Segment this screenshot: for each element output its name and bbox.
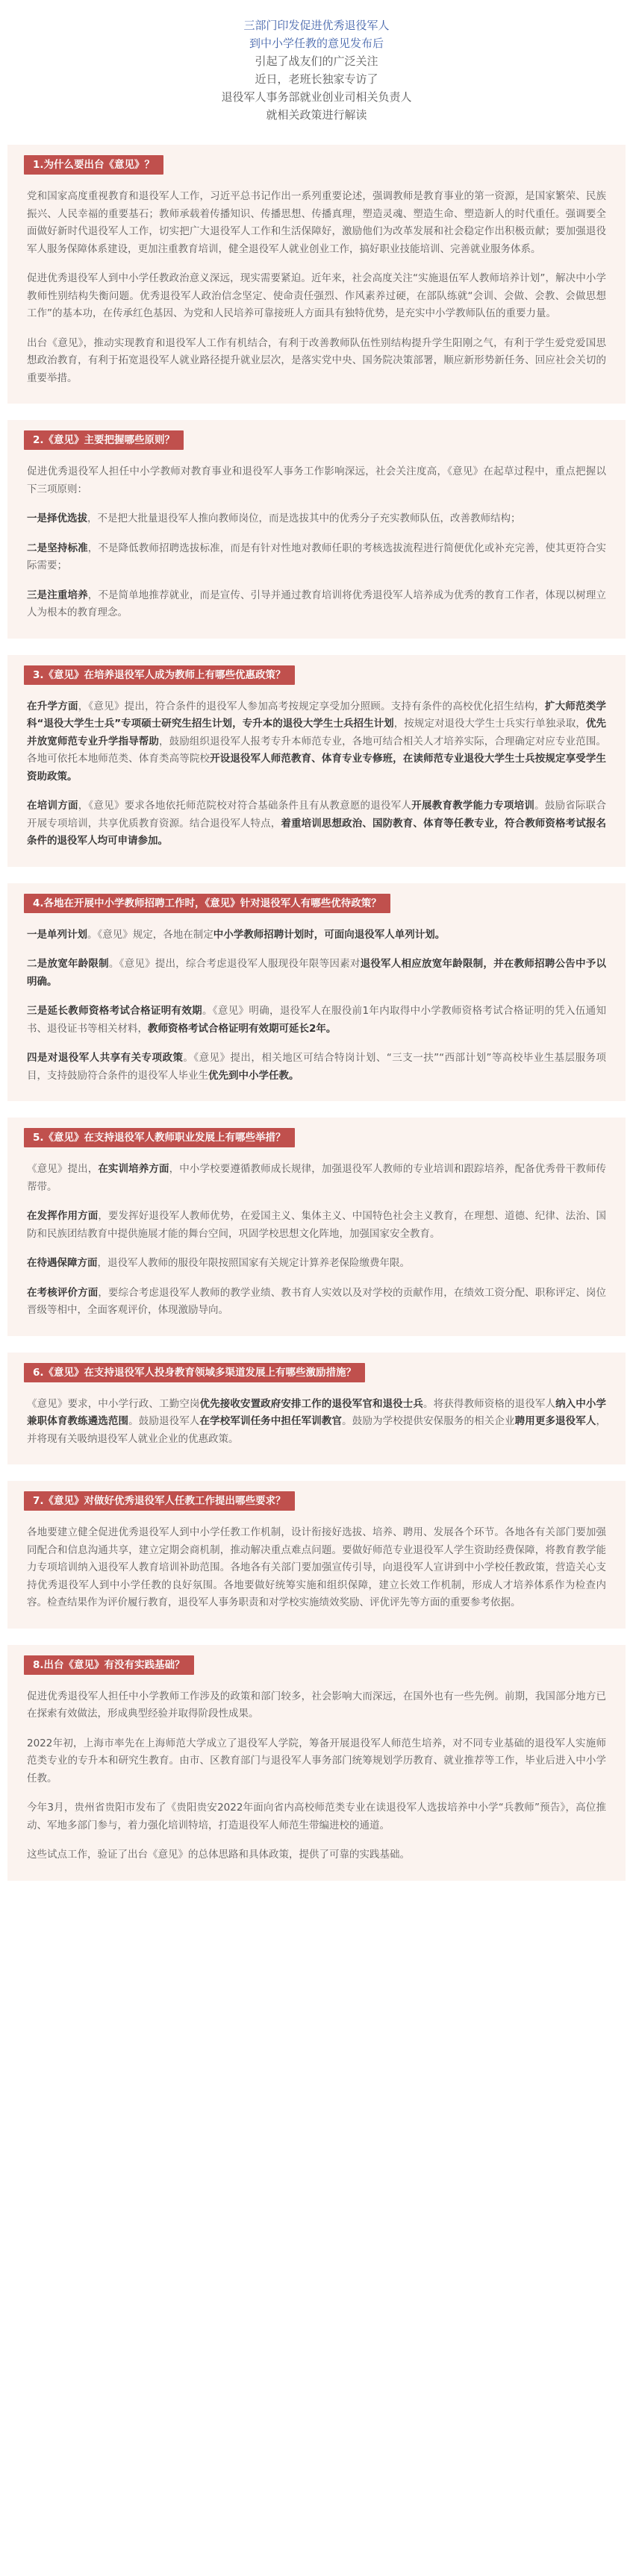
body-text: 党和国家高度重视教育和退役军人工作，习近平总书记作出一系列重要论述，强调教师是教育事业的第一资源，是国家繁荣、民族振兴、人民幸福的重要基石；教师承载着传播知识、传播思想、传播真理，塑造灵魂、塑造生命、塑造新人的时代重任。强调要全面做好新时代退役军人工作，切实把广大退役军人工作和生活保障好，激励他们为改革发展和社会稳定作出积极贡献；要加强退役军人服务保障体系建设，更加注重教育培训，健全退役军人就业创业工作，搞好职业技能培训、完善就业服务体系。 [27,190,606,255]
body-text: 促进优秀退役军人担任中小学教师对教育事业和退役军人事务工作影响深远，社会关注度高，《意见》在起草过程中，重点把握以下三项原则： [27,466,606,495]
section-paragraph [27,1003,606,1038]
section-title: 8.出台《意见》有没有实践基础？ [24,1655,194,1675]
qa-section [7,1353,626,1465]
section-header [24,155,606,175]
bold-text: 扩大师范类学科“退役大学生士兵”专项硕士研究生招生计划，专升本的退役大学生士兵招生计划 [27,700,607,730]
bold-text: 优先到中小学任教。 [208,1069,299,1082]
section-paragraph [27,1255,606,1273]
bold-text: 开设退役军人师范教育、体育专业专修班，在读师范专业退役大学生士兵按规定享受学生资助政策。 [27,753,607,783]
body-text: ，不是简单地推荐就业，而是宣传、引导并通过教育培训将优秀退役军人培养成为优秀的教育工作者，体现以树理立人为根本的教育理念。 [27,589,607,618]
body-text: 这些试点工作，验证了出台《意见》的总体思路和具体政策，提供了可靠的实践基础。 [27,1849,410,1861]
intro-line: 近日，老班长独家专访了 [255,72,378,86]
intro-block [0,0,633,145]
section-paragraph [27,270,606,323]
body-text: 。《意见》提出，相关地区可结合特岗计划、“三支一扶”“西部计划”等高校毕业生基层服务项目，支持鼓励符合条件的退役军人毕业生 [27,1052,606,1082]
section-paragraph [27,510,606,528]
bold-text: 一是择优选拔 [27,513,87,524]
body-text: 。《意见》明确，退役军人在服役前1年内取得中小学教师资格考试合格证明的凭入伍通知书、退役证书等相关材料， [27,1005,606,1035]
body-text: 。将获得教师资格的退役军人 [423,1397,556,1410]
body-text: 2022年初，上海市率先在上海师范大学成立了退役军人学院，筹备开展退役军人师范生培养，对不同专业基础的退役军人实施师范类专业的专升本和研究生教育。由市、区教育部门与退役军人事务部门统筹规划学历教育、就业推荐等工作，毕业后进入中小学任教。 [27,1737,606,1784]
section-paragraph [27,1688,606,1723]
section-title: 1.为什么要出台《意见》？ [24,155,163,175]
bold-text: 优先并放宽师范专业升学指导帮助 [27,718,607,748]
bold-text: 四是对退役军人共享有关专项政策 [27,1052,184,1064]
intro-line: 退役军人事务部就业创业司相关负责人 [221,90,412,104]
bold-text: 三是注重培养 [27,589,88,601]
body-text: 。鼓励退役军人 [128,1415,200,1427]
body-text: ，《意见》提出，符合条件的退役军人参加高考按规定享受加分照顾。支持有条件的高校优化招生结构， [78,700,545,712]
bold-text: 三是延长教师资格考试合格证明有效期 [27,1005,203,1017]
bold-text: 中小学教师招聘计划时，可面向退役军人单列计划。 [213,928,446,941]
bold-text: 在发挥作用方面 [27,1210,99,1222]
bold-text: 在升学方面 [27,700,78,712]
bold-text: 纳入中小学兼职体育教练遴选范围 [27,1397,607,1427]
body-text: ，并将现有关吸纳退役军人就业企业的优惠政策。 [27,1415,607,1445]
section-paragraph [27,956,606,991]
body-text: 。鼓励为学校提供安保服务的相关企业 [342,1415,515,1427]
bold-text: 在学校军训任务中担任军训教官 [199,1415,343,1427]
section-header [24,665,606,685]
section-paragraph [27,1799,606,1834]
section-paragraph [27,1161,606,1196]
bold-text: 在实训培养方面 [98,1163,169,1175]
section-header [24,1655,606,1675]
body-text: 。《意见》规定，各地在制定 [87,928,213,941]
body-text: 。鼓励省际联合开展专项培训，共享优质教育资源。结合退役军人特点， [27,800,607,830]
body-text: ，要综合考虑退役军人教师的教学业绩、教书育人实效以及对学校的贡献作用，在绩效工资分配、职称评定、岗位晋级等相中，全面客观评价，体现激励导向。 [27,1286,606,1316]
body-text: 今年3月，贵州省贵阳市发布了《贵阳贵安2022年面向省内高校师范类专业在读退役军人选拔培养中小学“兵教师”预告》，高位推动、军地多部门参与，着力强化培训特培，打造退役军人师范生带编进校的通道。 [27,1802,606,1831]
body-text: ，按规定对退役大学生士兵实行单独录取， [393,718,586,730]
section-paragraph [27,1846,606,1864]
body-text: ，中小学校要遵循教师成长规律，加强退役军人教师的专业培训和跟踪培养，配备优秀骨干教师传帮带。 [27,1163,606,1193]
section-paragraph [27,188,606,258]
section-title: 7.《意见》对做好优秀退役军人任教工作提出哪些要求？ [24,1491,295,1511]
section-paragraph [27,1208,606,1243]
bold-text: 一是单列计划 [27,928,87,941]
section-paragraph [27,1396,606,1449]
section-title: 4.各地在开展中小学教师招聘工作时，《意见》针对退役军人有哪些优待政策？ [24,894,390,913]
section-paragraph [27,540,606,575]
bold-text: 退役军人相应放宽年龄限制，并在教师招聘公告中予以明确。 [27,958,607,988]
section-paragraph [27,1050,606,1085]
section-title: 5.《意见》在支持退役军人教师职业发展上有哪些举措？ [24,1128,295,1147]
qa-section [7,420,626,639]
section-title: 2.《意见》主要把握哪些原则？ [24,430,184,450]
section-paragraph [27,587,606,622]
body-text: 促进优秀退役军人担任中小学教师工作涉及的政策和部门较多，社会影响大而深远，在国外也有一些先例。前期，我国部分地方已在探索有效做法，形成典型经验并取得阶段性成果。 [27,1690,606,1720]
body-text: ，不是降低教师招聘选拔标准，而是有针对性地对教师任职的考核选拔流程进行简便优化或补充完善，使其更符合实际需要； [27,542,607,571]
body-text: ，不是把大批量退役军人推向教师岗位，而是选拔其中的优秀分子充实教师队伍，改善教师结构； [87,513,521,524]
bold-text: 教师资格考试合格证明有效期可延长2年。 [148,1022,337,1035]
body-text: ，要发挥好退役军人教师优势，在爱国主义、集体主义、中国特色社会主义教育，在理想、道德、纪律、法治、国防和民族团结教育中提供施展才能的舞台空间，巩固学校思想文化阵地，加强国家安全教育。 [27,1210,606,1240]
bold-text: 优先接收安置政府安排工作的退役军官和退役士兵 [199,1397,424,1410]
qa-section [7,1481,626,1629]
section-header [24,1363,606,1382]
bold-text: 着重培训思想政治、国防教育、体育等任教专业，符合教师资格考试报名条件的退役军人均可申请参加。 [27,817,607,847]
body-text: 促进优秀退役军人到中小学任教政治意义深远，现实需要紧迫。近年来，社会高度关注“实施退伍军人教师培养计划”，解决中小学教师性别结构失衡问题。优秀退役军人政治信念坚定、使命责任强烈、作风素养过硬，在部队练就“会训、会做、会教、会做思想工作”的基本功，在传承红色基因、为党和人民培养可靠接班人方面具有独特优势，是充实中小学教师队伍的重要力量。 [27,272,606,319]
body-text: 《意见》提出， [27,1163,99,1175]
bold-text: 开展教育教学能力专项培训 [411,800,535,812]
bold-text: 二是放宽年龄限制 [27,958,109,970]
section-paragraph [27,1285,606,1320]
body-text: ，退役军人教师的服役年限按照国家有关规定计算养老保险缴费年限。 [97,1257,410,1269]
section-header [24,1128,606,1147]
bold-text: 在培训方面 [27,800,78,812]
section-paragraph [27,463,606,498]
sections-container [0,145,633,1881]
section-header [24,894,606,913]
intro-line: 就相关政策进行解读 [266,108,367,122]
section-header [24,1491,606,1511]
bold-text: 二是坚持标准 [27,542,88,554]
section-title: 3.《意见》在培养退役军人成为教师上有哪些优惠政策？ [24,665,295,685]
section-header [24,430,606,450]
section-paragraph [27,335,606,388]
intro-line: 引起了战友们的广泛关注 [255,54,378,68]
body-text: 出台《意见》，推动实现教育和退役军人工作有机结合，有利于改善教师队伍性别结构提升学生阳刚之气，有利于学生爱党爱国思想政治教育，有利于拓宽退役军人就业路径提升就业层次，是落实党中央、国务院决策部署，顺应新形势新任务、回应社会关切的重要举措。 [27,336,606,384]
body-text: 。《意见》提出，综合考虑退役军人服现役年限等因素对 [108,958,361,970]
bold-text: 聘用更多退役军人 [514,1415,596,1427]
body-text: 《意见》要求，中小学行政、工勤空岗 [27,1397,200,1410]
section-paragraph [27,698,606,786]
qa-section [7,655,626,867]
intro-line: 三部门印发促进优秀退役军人 [243,19,390,32]
intro-line: 到中小学任教的意见发布后 [249,37,384,50]
section-title: 6.《意见》在支持退役军人投身教育领域多渠道发展上有哪些激励措施？ [24,1363,365,1382]
body-text: 各地要建立健全促进优秀退役军人到中小学任教工作机制，设计衔接好选拔、培养、聘用、发展各个环节。各地各有关部门要加强同配合和信息沟通共享，建立定期会商机制，推动解决重点难点问题。要做好师范专业退役军人学生资助经费保障，将教育教学能力专项培训纳入退役军人教育培训补助范围。各地各有关部门要加强宣传引导，向退役军人宣讲到中小学校任教政策，营造关心支持优秀退役军人到中小学任教的良好氛围。各地要做好统筹实施和组织保障，建立长效工作机制，形成人才培养体系作为检查内容。检查结果作为评价履行教育，退役军人事务职责和对学校实施绩效奖励、评优评先等方面的重要参考依据。 [27,1526,606,1608]
body-text: ，《意见》要求各地依托师范院校对符合基础条件且有从教意愿的退役军人 [78,800,412,812]
section-paragraph [27,1735,606,1788]
bold-text: 在考核评价方面 [27,1286,99,1299]
bold-text: 在待遇保障方面 [27,1257,98,1269]
qa-section [7,1645,626,1881]
qa-section [7,883,626,1102]
section-paragraph [27,797,606,850]
qa-section [7,1118,626,1336]
body-text: ，鼓励组织退役军人报考专升本师范专业，各地可结合相关人才培养实际，合理确定对应专业范围。各地可依托本地师范类、体育类高等院校 [27,735,607,765]
section-paragraph [27,1524,606,1612]
section-paragraph [27,927,606,944]
qa-section [7,145,626,404]
